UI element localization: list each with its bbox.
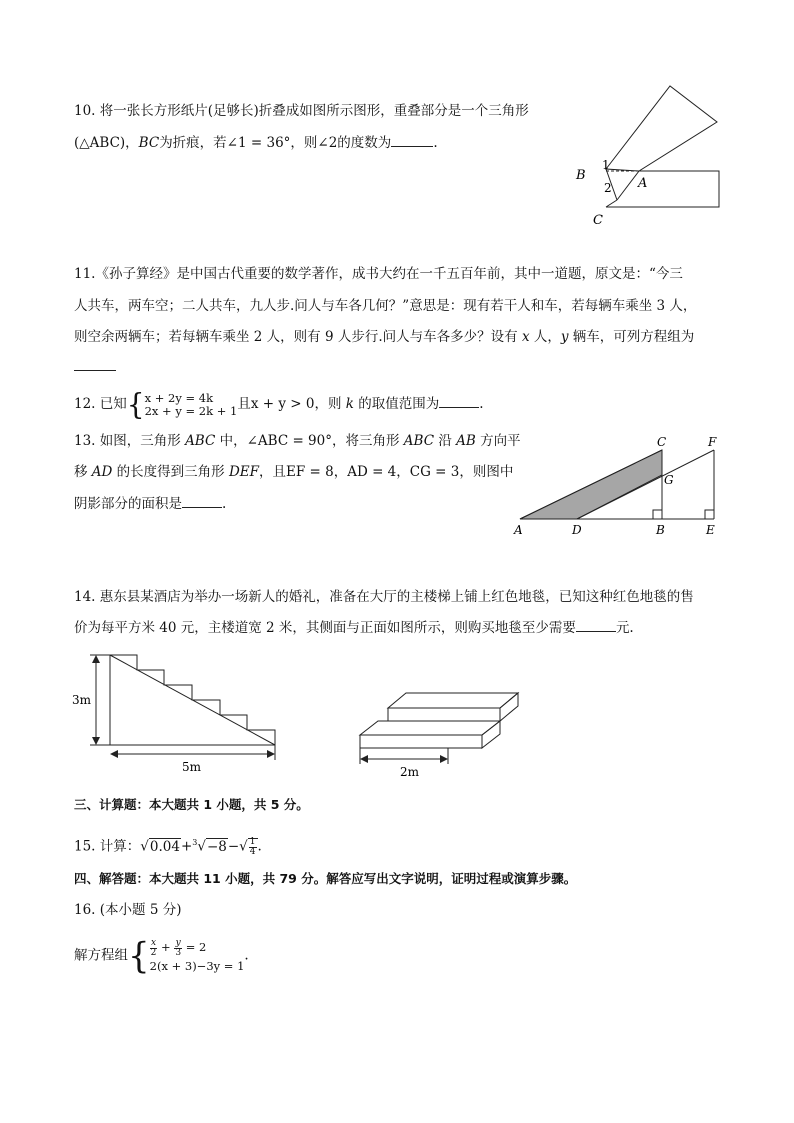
q12-system-brace: { bbox=[126, 386, 145, 422]
q14-stair-front-view bbox=[350, 688, 530, 780]
q16-title: 16. (本小题 5 分) bbox=[74, 902, 182, 918]
answer-blank-q12[interactable] bbox=[439, 395, 479, 408]
q14-width-arrow-left bbox=[360, 755, 368, 763]
cube-root-sign: √ bbox=[197, 838, 206, 855]
q10-label-b: B bbox=[576, 168, 586, 183]
q10-side-ca bbox=[617, 171, 639, 200]
q13-label-f: F bbox=[708, 435, 717, 449]
q14-top-step-front bbox=[388, 708, 500, 721]
q13-label-e: E bbox=[706, 523, 715, 537]
q14-height-label: 3m bbox=[72, 693, 92, 707]
q13-triangle-translation-figure bbox=[508, 430, 728, 538]
q13-line3: 阴影部分的面积是 . bbox=[74, 496, 227, 512]
q10-folded-paper-figure bbox=[560, 82, 730, 232]
answer-blank-q13[interactable] bbox=[182, 495, 222, 508]
q14-stair-side-view bbox=[70, 650, 285, 775]
q13-right-angle-b bbox=[653, 510, 662, 519]
q13-line2: 移 AD 的长度得到三角形 DEF，且EF = 8，AD = 4，CG = 3，则图中 bbox=[74, 464, 514, 480]
q14-lower-step-top bbox=[360, 721, 500, 735]
q15-fraction: $\frac{1}{4}$ bbox=[249, 836, 256, 857]
q13-label-d: D bbox=[572, 523, 582, 537]
q16-system-line: 解方程组{ $\frac{x}{2}$ + $\frac{y}{3}$ = 2 2(x + 3)−3y = 1 . bbox=[74, 934, 249, 977]
section-4-heading: 四、解答题：本大题共 11 小题，共 79 分。解答应写出文字说明，证明过程或演算步骤。 bbox=[74, 871, 577, 886]
q15-line: 15. 计算：√0.04+$^3$√−8−√ $\frac{1}{4}$ . bbox=[74, 836, 262, 857]
q10-angle-2: 2 bbox=[604, 181, 612, 195]
q13-label-b: B bbox=[656, 523, 665, 537]
q14-length-arrow-left bbox=[110, 750, 118, 758]
q14-length-arrow-right bbox=[267, 750, 275, 758]
sqrt-sign-2: √ bbox=[239, 838, 248, 855]
q14-length-label: 5m bbox=[182, 760, 202, 774]
q14-height-arrow-bottom bbox=[92, 737, 100, 745]
q14-line2: 价为每平方米 40 元，主楼道宽 2 米，其侧面与正面如图所示，则购买地毯至少需要 元. bbox=[74, 620, 634, 636]
sqrt-sign: √ bbox=[140, 838, 149, 855]
answer-blank-q10[interactable] bbox=[391, 134, 433, 147]
q13-label-g: G bbox=[664, 473, 674, 487]
q10-tilted-strip bbox=[606, 86, 717, 171]
q14-lower-step-side bbox=[482, 721, 500, 748]
q13-label-c: C bbox=[657, 435, 667, 449]
q10-angle-1: 1 bbox=[602, 158, 610, 172]
q14-height-arrow-top bbox=[92, 655, 100, 663]
q11-answer-line bbox=[74, 357, 116, 377]
q14-lower-step-front bbox=[360, 735, 482, 748]
q13-label-a: A bbox=[514, 523, 523, 537]
answer-blank-q11[interactable] bbox=[74, 358, 116, 371]
q16-system: $\frac{x}{2}$ + $\frac{y}{3}$ = 2 2(x + 3)−3y = 1 bbox=[149, 937, 245, 973]
q10-ca-ext bbox=[606, 200, 617, 207]
section-3-heading: 三、计算题：本大题共 1 小题，共 5 分。 bbox=[74, 797, 309, 812]
q10-line2: (△ABC)，BC为折痕，若∠1 = 36°，则∠2的度数为 . bbox=[74, 135, 438, 151]
q10-line1: 10. 将一张长方形纸片(足够长)折叠成如图所示图形，重叠部分是一个三角形 bbox=[74, 103, 529, 119]
q14-top-step-top bbox=[388, 693, 518, 708]
answer-blank-q14[interactable] bbox=[576, 619, 616, 632]
q14-width-arrow-right bbox=[440, 755, 448, 763]
q13-right-angle-e bbox=[705, 510, 714, 519]
q16-system-brace: { bbox=[128, 934, 150, 977]
q11-line2: 人共车，两车空；二人共车，九人步.问人与车各几何？”意思是：现有若干人和车，若每辆车乘坐 3 人， bbox=[74, 298, 697, 314]
q10-horizontal-strip bbox=[606, 171, 719, 207]
q11-line3: 则空余两辆车；若每辆车乘坐 2 人，则有 9 人步行.问人与车各多少？设有 x 人，y 辆车，可列方程组为 bbox=[74, 329, 695, 345]
q14-line1: 14. 惠东县某酒店为举办一场新人的婚礼，准备在大厅的主楼梯上铺上红色地毯，已知这种红色地毯的售 bbox=[74, 589, 694, 605]
q14-top-step-side bbox=[500, 693, 518, 721]
q10-label-c: C bbox=[593, 213, 603, 228]
q14-width-label: 2m bbox=[400, 765, 420, 779]
q10-label-a: A bbox=[638, 176, 648, 191]
q11-line1: 11.《孙子算经》是中国古代重要的数学著作，成书大约在一千五百年前，其中一道题，原文是：“今三 bbox=[74, 266, 683, 282]
q13-line1: 13. 如图，三角形 ABC 中，∠ABC = 90°，将三角形 ABC 沿 AB 方向平 bbox=[74, 433, 521, 449]
q12-system: x + 2y = 4k 2x + y = 2k + 1 bbox=[144, 390, 238, 418]
q12-line: 12. 已知{ x + 2y = 4k 2x + y = 2k + 1 且x + y > 0，则 k 的取值范围为 . bbox=[74, 386, 484, 422]
